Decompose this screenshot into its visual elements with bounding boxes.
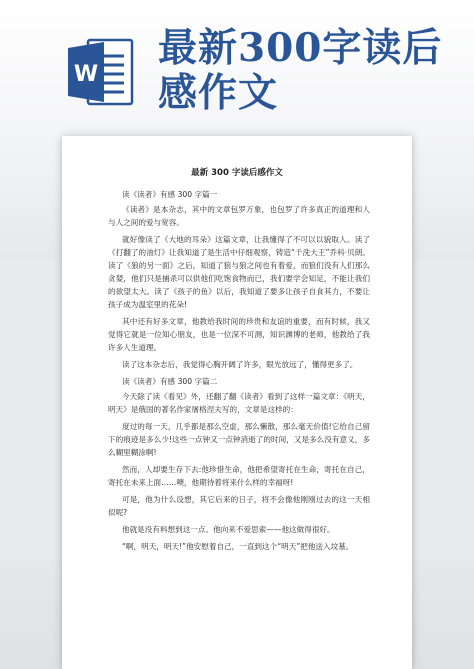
paragraph: 其中还有好多文章，他教给我时间的珍贵和友谊的重要，而有时候，我又觉得它就是一位知心朋友，也是一位深不可测，知识渊博的老师，他教给了我许多人生道理。 <box>108 317 370 352</box>
word-document-icon <box>64 34 138 110</box>
page-title <box>158 26 442 116</box>
paragraph: 今天除了读《看见》外，还翻了翻《读者》看到了这样一篇文章：《明天，明天》是俄国的著名作家屠格涅夫写的，文章是这样的： <box>108 392 370 414</box>
paragraph: 度过的每一天，几乎都是那么空虚，那么懒散，那么毫无价值!它给自己留下的痕迹是多么少!这些一点钟又一点钟消逝了的时间，又是多么没有意义，多么糊里糊涂啊! <box>108 422 370 457</box>
paragraph: 就好像读了《大地的耳朵》这篇文章，让我懂得了不可以以貌取人。读了《打翻了的油灯》让我知道了是生活中仔细观察，铸造“千洗大王”乔科·贝朗。读了《狼的另一面》之后，知道了狼与狼之间也有着爱，而狼们没有人们那么贪婪，他们只是捕杀可以供他们吃饱食物而已，我们要学会知足，不能让我们的欲望太大。读了《孩子的鱼》以后，我知道了要多让孩子自食其力，不要让孩子成为温室里的花朵! <box>108 235 370 309</box>
page-title-line-2: 感作文 <box>158 70 279 116</box>
paragraph: 读了这本杂志后，我觉得心胸开阔了许多，眼光放远了，懂得更多了。 <box>122 360 358 369</box>
paragraph: “啊，明天，明天!”他安慰着自己，一直到这个“明天”把他送入坟墓。 <box>122 542 354 551</box>
page-title-line-1: 最新300字读后 <box>158 25 443 71</box>
document-page <box>62 136 412 669</box>
section-heading-2: 读《读者》有感 300 字篇二 <box>122 377 218 386</box>
paragraph: 《读者》是本杂志，其中的文章包罗万象，也包罗了许多真正的道理和人与人之间的爱与宽容。 <box>108 205 370 227</box>
document-title: 最新 300 字读后感作文 <box>191 168 283 178</box>
document-body <box>108 188 370 557</box>
section-heading-1: 读《读者》有感 300 字篇一 <box>122 190 218 199</box>
svg-text:W: W <box>73 62 99 87</box>
paragraph: 然而，人却要生存下去:他珍惜生命，他把希望寄托在生命，寄托在自己，寄托在未来上面……噢，他期待着将来什么样的幸福呀! <box>108 465 370 487</box>
paragraph: 他就是没有料想到这一点。他向来不爱思索——他这做得很好。 <box>122 525 335 534</box>
paragraph: 可是，他为什么设想，其它后来的日子，将不会像他刚刚过去的这一天相似呢? <box>108 495 370 517</box>
